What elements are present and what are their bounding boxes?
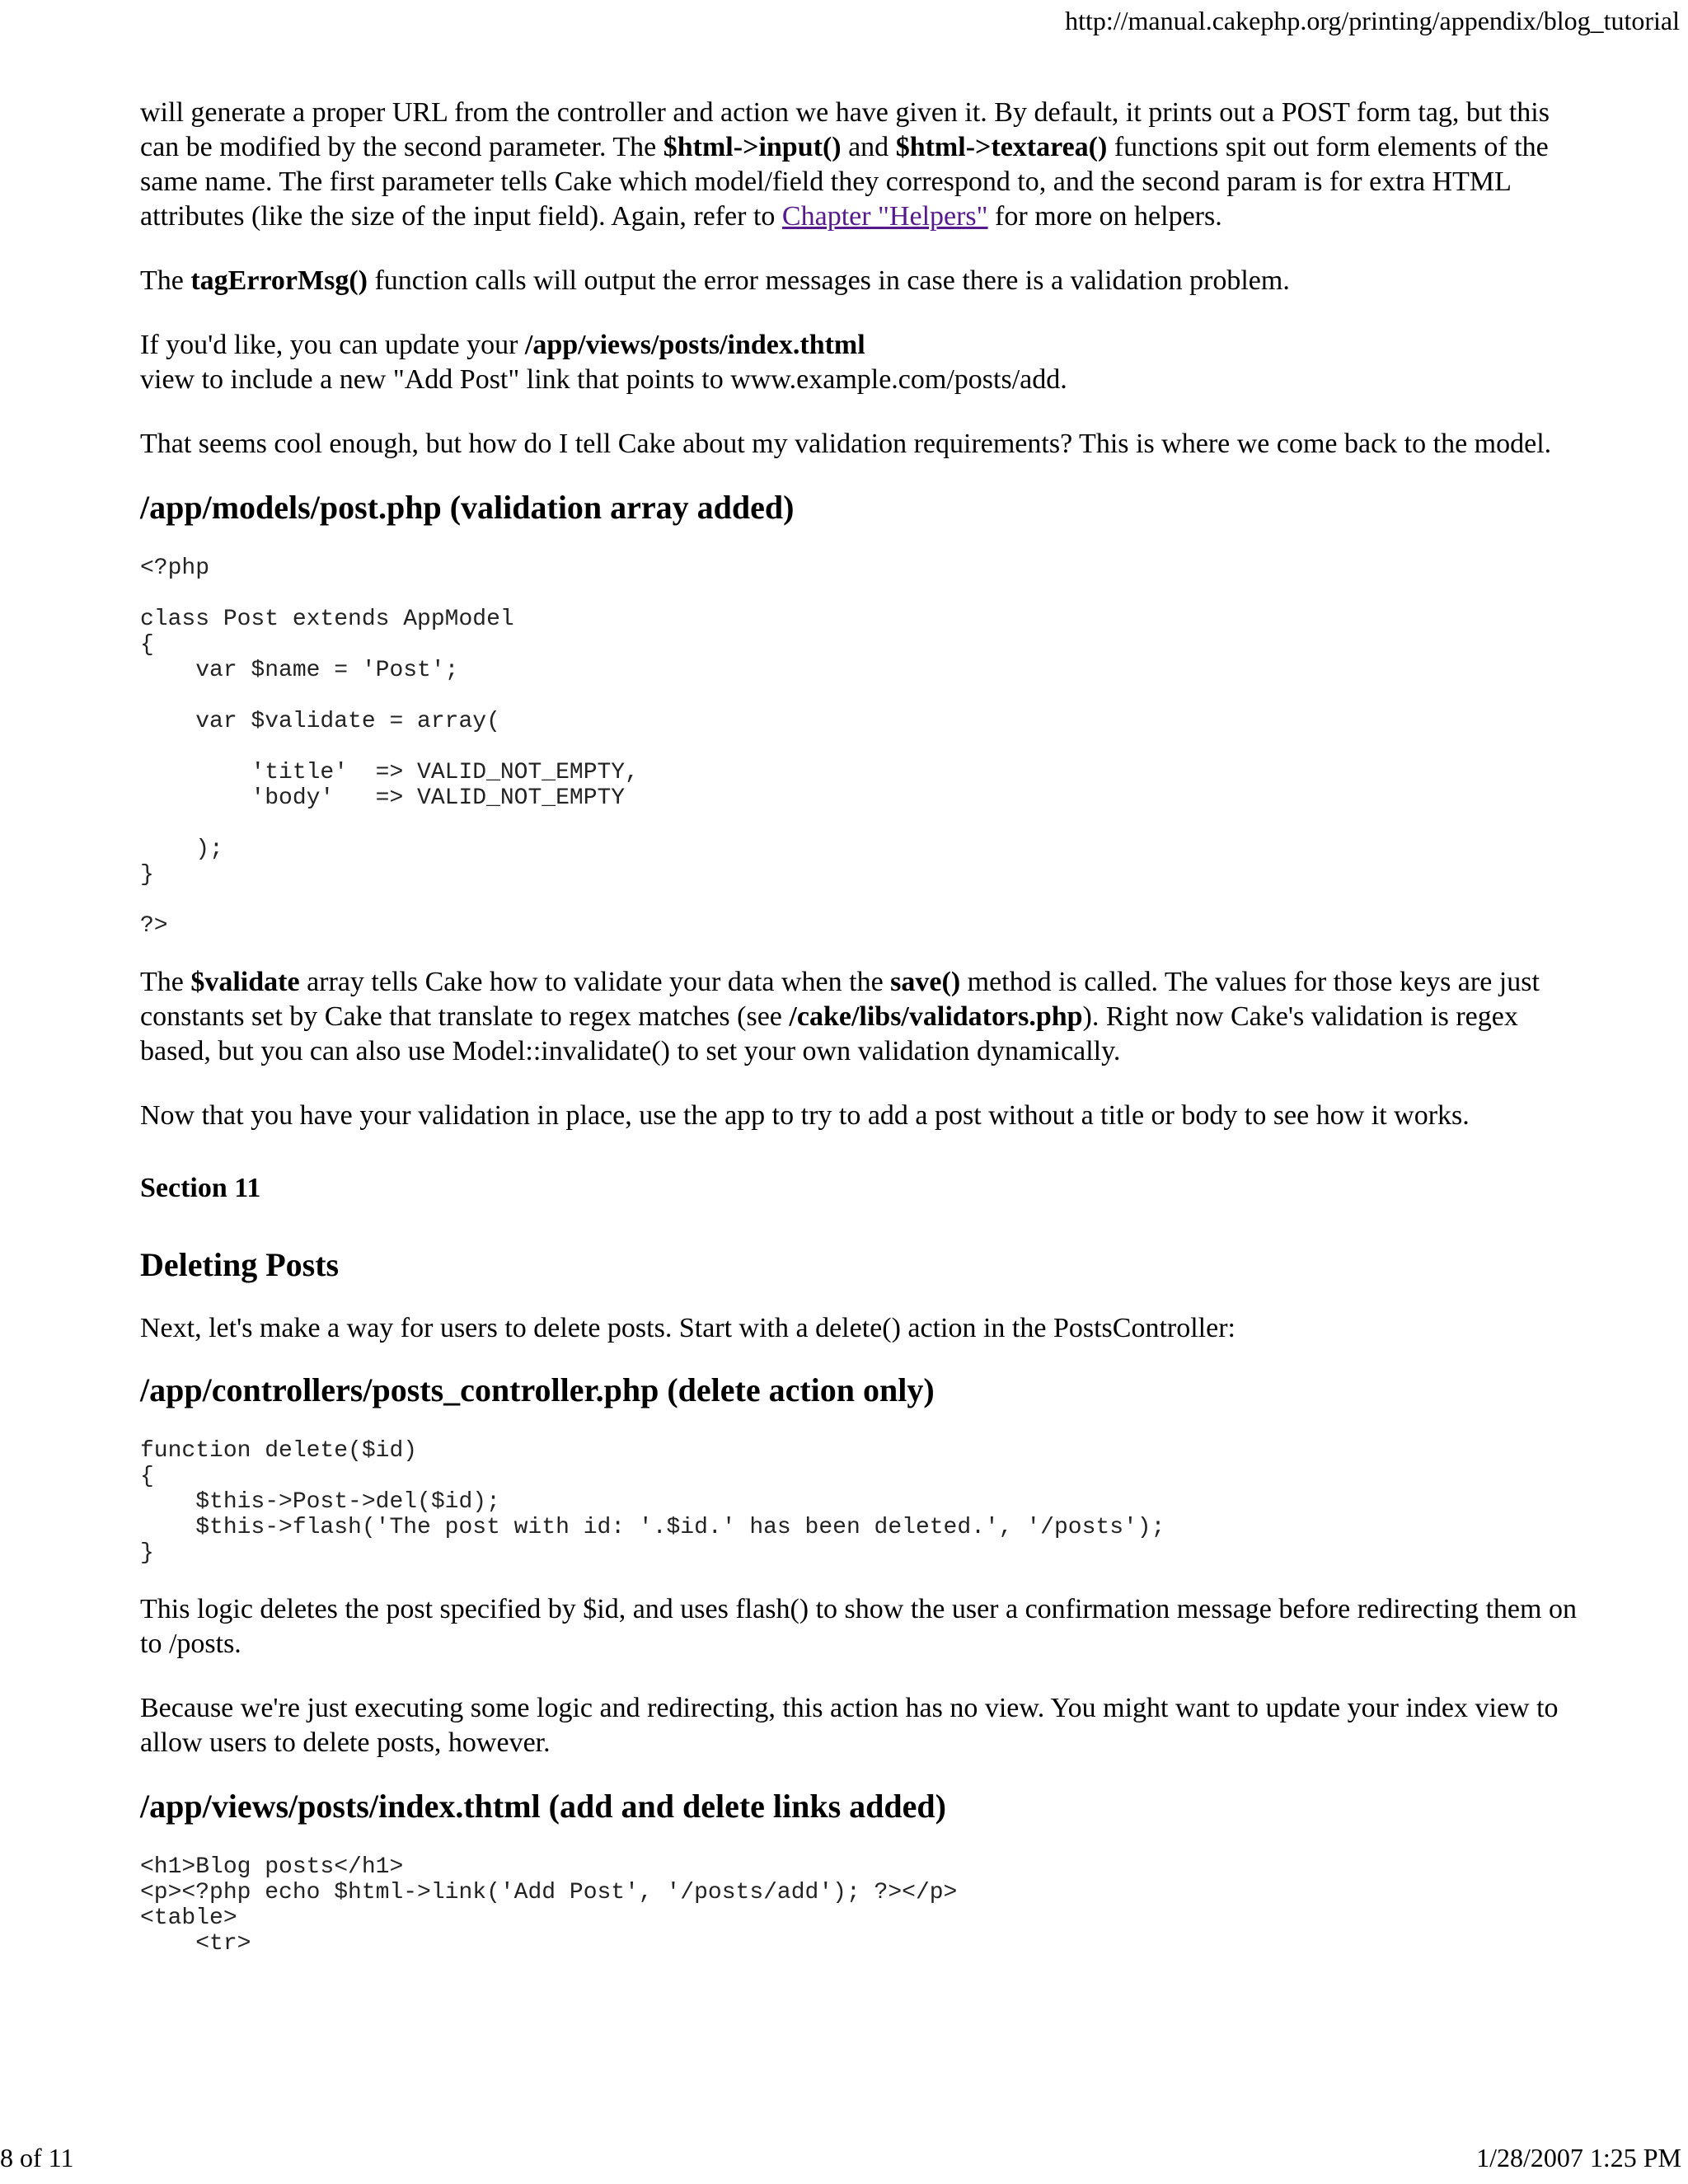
bold-code: $html->textarea(): [895, 132, 1108, 162]
text: and: [841, 132, 896, 162]
paragraph-validate-array: [140, 965, 1591, 1069]
print-datetime-footer: 1/28/2007 1:25 PM: [1476, 2143, 1681, 2172]
paragraph-delete-intro: Next, let's make a way for users to delete posts. Start with a delete() action in the PostsController:: [140, 1313, 1236, 1343]
heading-controller-file: /app/controllers/posts_controller.php (delete action only): [140, 1371, 935, 1408]
section-label: Section 11: [140, 1173, 261, 1203]
heading-model-file: /app/models/post.php (validation array added): [140, 489, 795, 526]
bold-path: /cake/libs/validators.php: [789, 1001, 1083, 1032]
bold-code: $html->input(): [663, 132, 842, 162]
page-number-footer: 8 of 11: [0, 2143, 74, 2172]
heading-view-file: /app/views/posts/index.thtml (add and delete links added): [140, 1788, 946, 1825]
code-block-controller: function delete($id) { $this->Post->del($id); $this->flash('The post with id: '.$id.' has been deleted.', '/posts'); }: [140, 1438, 1165, 1566]
bold-code: tagErrorMsg(): [190, 265, 368, 296]
document-body: [140, 96, 1591, 1957]
bold-path: /app/views/posts/index.thtml: [524, 330, 865, 360]
page-url-header: http://manual.cakephp.org/printing/appendix/blog_tutorial: [1065, 6, 1680, 35]
text: The: [140, 967, 191, 997]
text: view to include a new "Add Post" link that points to www.example.com/posts/add.: [140, 364, 1067, 395]
text: for more on helpers.: [987, 201, 1222, 232]
text: array tells Cake how to validate your data when the: [299, 967, 891, 997]
text: The: [140, 265, 191, 296]
paragraph-form-helpers: [140, 96, 1591, 234]
text: will generate a proper URL from the controller and action we have given it. By default, it prints out a POST form tag, but this can be modified by the second parameter. The: [140, 97, 1550, 162]
text: If you'd like, you can update your: [140, 330, 525, 360]
paragraph-validation-question: That seems cool enough, but how do I tell Cake about my validation requirements? This is where we come back to the model.: [140, 429, 1552, 459]
paragraph-try-validation: Now that you have your validation in place, use the app to try to add a post without a title or body to see how it works.: [140, 1100, 1470, 1131]
helpers-chapter-link[interactable]: Chapter "Helpers": [781, 201, 988, 232]
code-block-model: <?php class Post extends AppModel { var $name = 'Post'; var $validate = array( 'title' => VALID_NOT_EMPTY, 'body' => VALID_NOT_EMPTY ); } ?>: [140, 555, 639, 939]
text: ). Right now Cake's validation is regex based, but you can also use Model::invalidate() to set your own validation dynamically.: [140, 1001, 1518, 1066]
text: method is called. The values for those keys are just constants set by Cake that translate to regex matches (see: [140, 967, 1540, 1032]
text: functions spit out form elements of the same name. The first parameter tells Cake which model/field they correspond to, and the second param is for extra HTML attributes (like the size of the input field). Again, refer to: [140, 132, 1549, 232]
paragraph-update-index: [140, 328, 1591, 397]
paragraph-no-view: Because we're just executing some logic and redirecting, this action has no view. You might want to update your index view to allow users to delete posts, however.: [140, 1693, 1559, 1758]
bold-code: save(): [890, 967, 961, 997]
bold-code: $validate: [190, 967, 300, 997]
text: function calls will output the error messages in case there is a validation problem.: [367, 265, 1290, 296]
paragraph-tag-error-msg: [140, 264, 1591, 298]
paragraph-delete-logic: This logic deletes the post specified by $id, and uses flash() to show the user a confirmation message before redirecting them on to /posts.: [140, 1594, 1577, 1659]
heading-deleting-posts: Deleting Posts: [140, 1246, 340, 1283]
code-block-view: <h1>Blog posts</h1> <p><?php echo $html->link('Add Post', '/posts/add'); ?></p> <table> <tr>: [140, 1854, 958, 1957]
